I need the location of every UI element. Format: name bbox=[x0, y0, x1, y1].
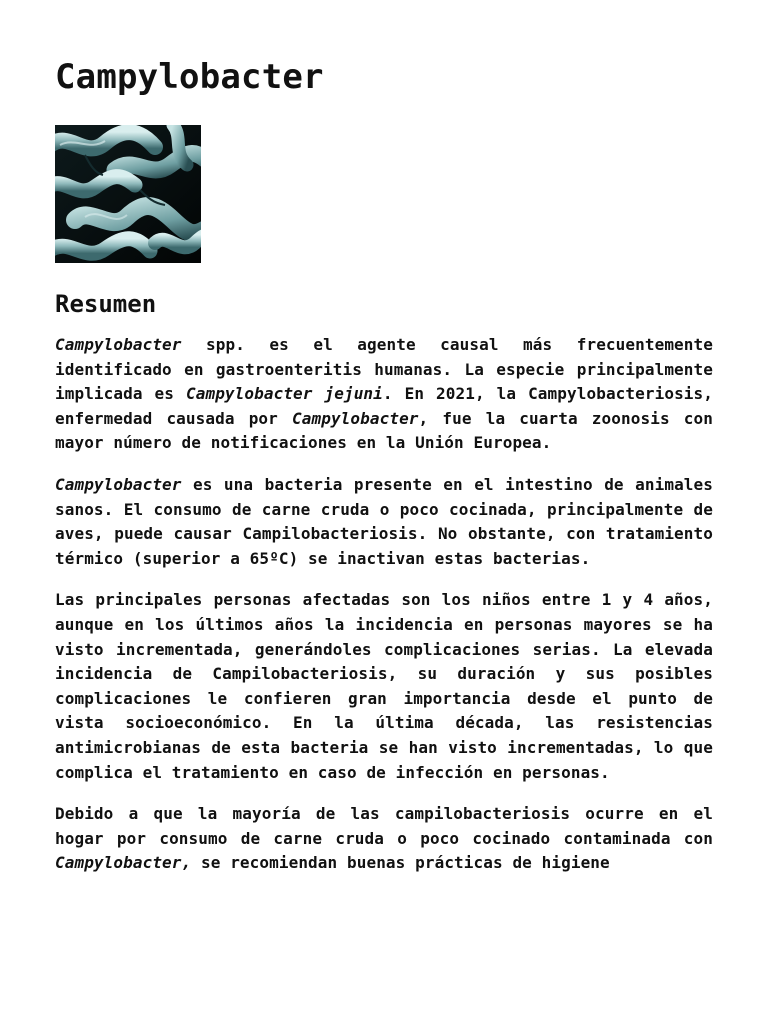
page-title: Campylobacter bbox=[55, 57, 324, 97]
text-run: spp. es el agente causal más frecuentemente identificado en gastroenteritis humanas. La especie principalmente implicada es bbox=[55, 335, 713, 404]
text-run: . En 2021, la Campylobacteriosis, enfermedad causada por bbox=[55, 384, 714, 428]
article-body bbox=[55, 333, 713, 893]
paragraph bbox=[55, 802, 713, 876]
bacteria-micrograph-image bbox=[55, 125, 201, 263]
text-run: se recomiendan buenas prácticas de higiene bbox=[191, 853, 610, 873]
text-run: es una bacteria presente en el intestino de animales sanos. El consumo de carne cruda o poco cocinada, principalmente de aves, puede causar Campilobacteriosis. No obstante, con tratamiento térmico (superior a 65ºC) se inactivan estas bacterias. bbox=[55, 474, 713, 568]
italic-term: Campylobacter, bbox=[55, 853, 192, 873]
paragraph bbox=[55, 588, 713, 785]
paragraph bbox=[55, 333, 713, 456]
text-run: , fue la cuarta zoonosis con mayor número de notificaciones en la Unión Europea. bbox=[55, 408, 713, 453]
italic-term: Campylobacter jejuni bbox=[186, 384, 383, 404]
italic-term: Campylobacter bbox=[55, 474, 182, 494]
section-heading: Resumen bbox=[55, 290, 157, 318]
italic-term: Campylobacter bbox=[55, 335, 182, 354]
text-run: Las principales personas afectadas son los niños entre 1 y 4 años, aunque en los últimos años la incidencia en personas mayores se ha visto incrementada, generándoles complicaciones serias. La elevada incidencia de Campilobacteriosis, su duración y sus posibles complicaciones le confieren gran importancia desde el punto de vista socioeconómico. En la última década, las resistencias antimicrobianas de esta bacteria se han visto incrementadas, lo que complica el tratamiento en caso de infección en personas. bbox=[55, 590, 713, 782]
paragraph bbox=[55, 473, 713, 571]
italic-term: Campylobacter bbox=[292, 408, 419, 428]
text-run: Debido a que la mayoría de las campilobacteriosis ocurre en el hogar por consumo de carne cruda o poco cocinado contaminada con bbox=[55, 804, 713, 848]
